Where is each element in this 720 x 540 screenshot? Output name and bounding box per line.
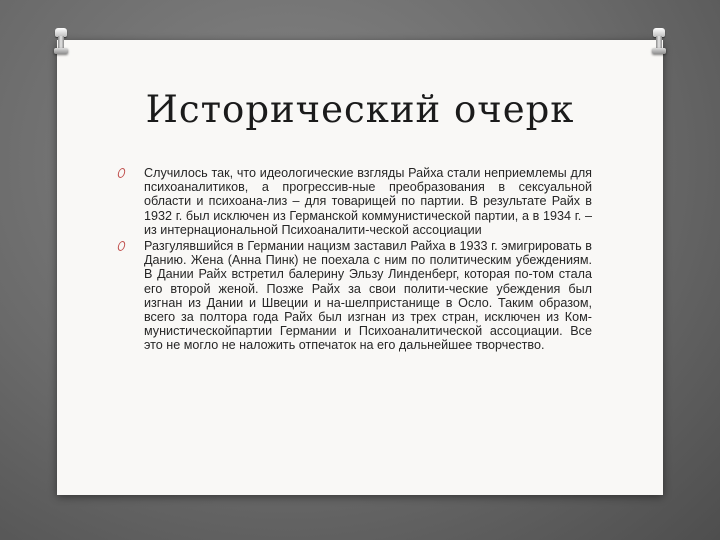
slide-title: Исторический очерк: [145, 88, 575, 131]
oval-bullet-icon: [117, 168, 126, 178]
pushpin-icon: [54, 28, 68, 54]
bullet-item: [118, 239, 592, 353]
oval-bullet-icon: [117, 241, 126, 251]
bullet-text: Случилось так, что идеологические взгляды Райха стали неприемлемы для психоаналитиков, а прогрессив-ные преобразования в сексуальной области и психоана-лиз – для товарищей по партии. В результате Райх в 1932 г. был исключен из Германской коммунистической партии, а в 1934 г. – из интернациональной Психоаналити-ческой ассоциации: [144, 166, 592, 237]
bullet-list: [118, 166, 592, 355]
pushpin-icon: [652, 28, 666, 54]
bullet-item: [118, 166, 592, 237]
bullet-text: Разгулявшийся в Германии нацизм заставил Райха в 1933 г. эмигрировать в Данию. Жена (Анна Пинк) не поехала с ним по политическим убеждениям. В Дании Райх встретил балерину Эльзу Линденберг, которая по-том стала его второй женой. Позже Райх за свои полити-ческие убеждения был изгнан из Дании и Швеции и на-шелпристанище в Осло. Таким образом, всего за полтора года Райх был изгнан из трех стран, исключен из Ком-мунистическойпартии Германии и Психоаналитической ассоциации. Все это не могло не наложить отпечаток на его дальнейшее творчество.: [144, 239, 592, 353]
